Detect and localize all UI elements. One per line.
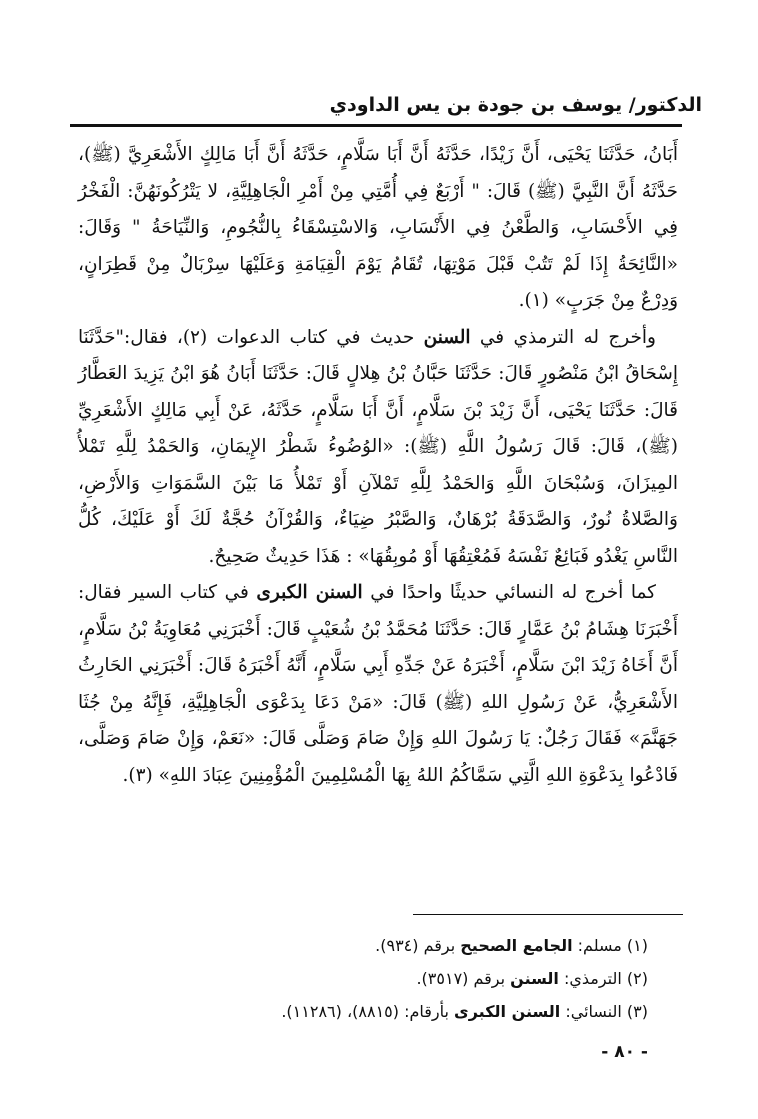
paragraph-2-intro: وأخرج له الترمذي في: [470, 326, 656, 348]
footnote-3: [88, 995, 648, 1028]
footnote-2-ref: برقم (٣٥١٧).: [416, 969, 511, 988]
footnote-2: [88, 962, 648, 995]
book-title-sunan: السنن: [423, 326, 471, 348]
paragraph-3-text: في كتاب السير فقال: أَخْبَرَنَا هِشَامُ بْنُ عَمَّارٍ قَالَ: حَدَّثَنَا مُحَمَّدُ بْنُ شُعَيْبٍ قَالَ: أَخْبَرَنِي مُعَاوِيَةُ بْنُ سَلَّامٍ، أَنَّ أَخَاهُ زَيْدَ ابْنَ سَلَّامٍ، أَخْبَرَهُ عَنْ جَدِّهِ أَبِي سَلَّامٍ، أَنَّهُ أَخْبَرَهُ قَالَ: أَخْبَرَنِي الحَارِثُ الأَشْعَرِيُّ، عَنْ رَسُولِ اللهِ (ﷺ) قَالَ: «مَنْ دَعَا بِدَعْوَى الْجَاهِلِيَّةِ، فَإِنَّهُ مِنْ جُثَا جَهَنَّمَ» فَقَالَ رَجُلٌ: يَا رَسُولَ اللهِ وَإِنْ صَامَ وَصَلَّى قَالَ: «نَعَمْ، وَإِنْ صَامَ وَصَلَّى، فَادْعُوا بِدَعْوَةِ اللهِ الَّتِي سَمَّاكُمُ اللهُ بِهَا الْمُسْلِمِينَ الْمُؤْمِنِينَ عِبَادَ اللهِ» (٣).: [78, 582, 678, 786]
paragraph-2-text: حديث في كتاب الدعوات (٢)، فقال:"حَدَّثَنَا إِسْحَاقُ ابْنُ مَنْصُورٍ قَالَ: حَدَّثَنَا حَبَّانُ بْنُ هِلالٍ قَالَ: حَدَّثَنَا أَبَانُ هُوَ ابْنُ يَزِيدَ العَطَّارُ قَالَ: حَدَّثَنَا يَحْيَى، أَنَّ زَيْدَ بْنَ سَلَّامٍ، أَنَّ أَبَا سَلَّامٍ، حَدَّثَهُ، عَنْ أَبِي مَالِكٍ الأَشْعَرِيِّ (ﷺ)، قَالَ: قَالَ رَسُولُ اللَّهِ (ﷺ): «الوُضُوءُ شَطْرُ الإِيمَانِ، وَالحَمْدُ لِلَّهِ تَمْلأُ المِيزَانَ، وَسُبْحَانَ اللَّهِ وَالحَمْدُ لِلَّهِ تَمْلآنِ أَوْ تَمْلأُ مَا بَيْنَ السَّمَوَاتِ وَالأَرْضِ، وَالصَّلاةُ نُورٌ، وَالصَّدَقَةُ بُرْهَانٌ، وَالصَّبْرُ ضِيَاءٌ، وَالقُرْآنُ حُجَّةٌ لَكَ أَوْ عَلَيْكَ، كُلُّ النَّاسِ يَغْدُو فَبَائِعٌ نَفْسَهُ فَمُعْتِقُهَا أَوْ مُوبِقُهَا» : هَذَا حَدِيثٌ صَحِيحٌ.: [78, 326, 678, 567]
paragraph-3-intro: كما أخرج له النسائي حديثًا واحدًا في: [362, 582, 656, 603]
main-text: [78, 137, 678, 794]
footnotes: [88, 929, 648, 1028]
paragraph-3: [78, 575, 678, 794]
footnote-1: [88, 929, 648, 962]
footnote-1-ref: برقم (٩٣٤).: [375, 936, 461, 955]
footnote-3-source: (٣) النسائي:: [560, 1002, 648, 1021]
header-divider: [70, 124, 682, 127]
paragraph-2: [78, 320, 678, 576]
paragraph-1: أَبَانُ، حَدَّثَنَا يَحْيَى، أَنَّ زَيْدًا، حَدَّثَهُ أَنَّ أَبَا سَلَّامٍ، حَدَّثَهُ أَنَّ أَبَا مَالِكٍ الأَشْعَرِيَّ (ﷺ)، حَدَّثَهُ أَنَّ النَّبِيَّ (ﷺ) قَالَ: " أَرْبَعٌ فِي أُمَّتِي مِنْ أَمْرِ الْجَاهِلِيَّةِ، لا يَتْرُكُونَهُنَّ: الْفَخْرُ فِي الأَحْسَابِ، وَالطَّعْنُ فِي الأَنْسَابِ، وَالاسْتِسْقَاءُ بِالنُّجُومِ، وَالنِّيَاحَةُ " وَقَالَ: «النَّائِحَةُ إِذَا لَمْ تَتُبْ قَبْلَ مَوْتِهَا، تُقَامُ يَوْمَ الْقِيَامَةِ وَعَلَيْهَا سِرْبَالٌ مِنْ قَطِرَانٍ، وَدِرْعٌ مِنْ جَرَبٍ» (١).: [78, 144, 678, 311]
footnote-2-source: (٢) الترمذي:: [558, 969, 648, 988]
footnote-3-title: السنن الكبرى: [454, 1002, 561, 1021]
footnote-2-title: السنن: [510, 969, 559, 988]
footnote-3-ref: بأرقام: (٨٨١٥)، (١١٢٨٦).: [281, 1002, 455, 1021]
page-number: - ٨٠ -: [601, 1042, 648, 1062]
footnote-divider: [413, 914, 683, 915]
footnote-1-source: (١) مسلم:: [572, 936, 648, 955]
running-header: الدكتور/ يوسف بن جودة بن يس الداودي: [329, 94, 702, 116]
footnote-1-title: الجامع الصحيح: [460, 936, 573, 955]
book-title-sunan-kubra: السنن الكبرى: [256, 582, 363, 603]
